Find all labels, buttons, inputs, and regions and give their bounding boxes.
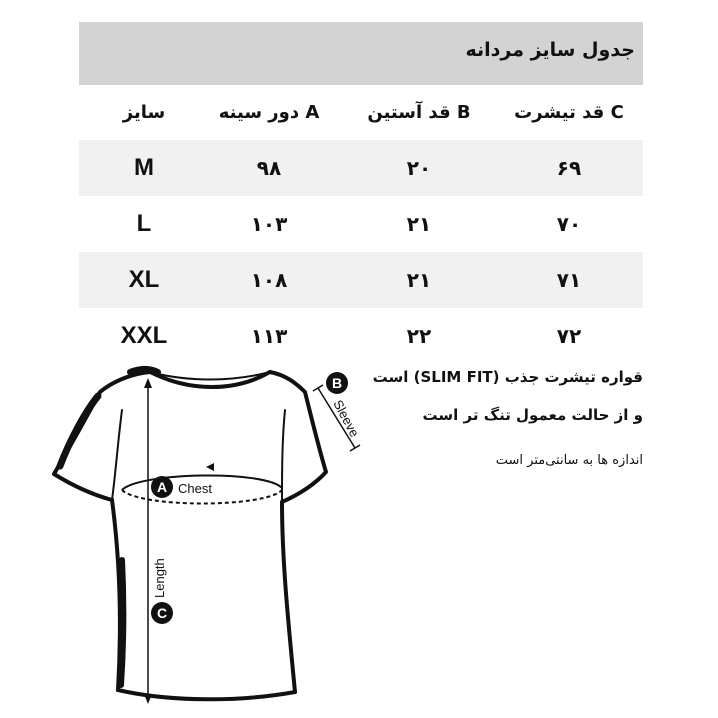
header-size: سایز: [122, 102, 166, 123]
length-measure: [144, 378, 152, 704]
table-row: [79, 196, 643, 252]
header-chest: A دور سینه: [218, 102, 320, 123]
cell-size: XL: [128, 266, 160, 293]
cell-size: XXL: [120, 322, 168, 349]
table-row: [79, 140, 643, 196]
cell-chest: ۱۰۳: [250, 212, 288, 236]
cell-sleeve: ۲۲: [406, 324, 432, 348]
cell-length: ۷۱: [556, 268, 582, 292]
cell-sleeve: ۲۱: [406, 212, 432, 236]
length-label: Length: [152, 558, 167, 598]
cell-chest: ۱۱۳: [250, 324, 288, 348]
marker-b: [326, 372, 348, 394]
cell-chest: ۹۸: [256, 156, 282, 180]
chest-label: Chest: [178, 481, 212, 496]
cell-length: ۷۲: [556, 324, 582, 348]
header-sleeve: B قد آستین: [367, 102, 471, 123]
cell-sleeve: ۲۰: [406, 156, 432, 180]
cell-chest: ۱۰۸: [250, 268, 288, 292]
tshirt-outline: [54, 369, 326, 699]
tshirt-diagram: [0, 355, 380, 718]
chest-arrow-icon: [206, 463, 214, 471]
size-chart-title-bar: [79, 22, 643, 85]
note-slim-fit: قواره تیشرت جذب (SLIM FIT) است: [372, 368, 643, 386]
sleeve-label: Sleeve: [330, 397, 363, 440]
note-tighter-than-usual: و از حالت معمول تنگ تر است: [422, 406, 643, 424]
marker-c-label: C: [156, 605, 168, 621]
size-table: [79, 85, 643, 364]
marker-a-label: A: [156, 479, 168, 495]
cell-length: ۷۰: [556, 212, 582, 236]
size-chart-title: جدول سایز مردانه: [465, 39, 635, 61]
marker-b-label: B: [331, 375, 343, 391]
cell-size: M: [134, 154, 154, 181]
cell-size: L: [136, 210, 152, 237]
cell-length: ۶۹: [556, 156, 582, 180]
marker-a: [151, 476, 173, 498]
cell-sleeve: ۲۱: [406, 268, 432, 292]
marker-c: [151, 602, 173, 624]
table-row: [79, 252, 643, 308]
note-units-cm: اندازه ها به سانتی‌متر است: [495, 453, 643, 468]
table-header-row: [79, 85, 643, 140]
length-arrow-down-icon: [144, 694, 152, 704]
length-arrow-up-icon: [144, 378, 152, 388]
header-length: C قد تیشرت: [514, 102, 624, 123]
